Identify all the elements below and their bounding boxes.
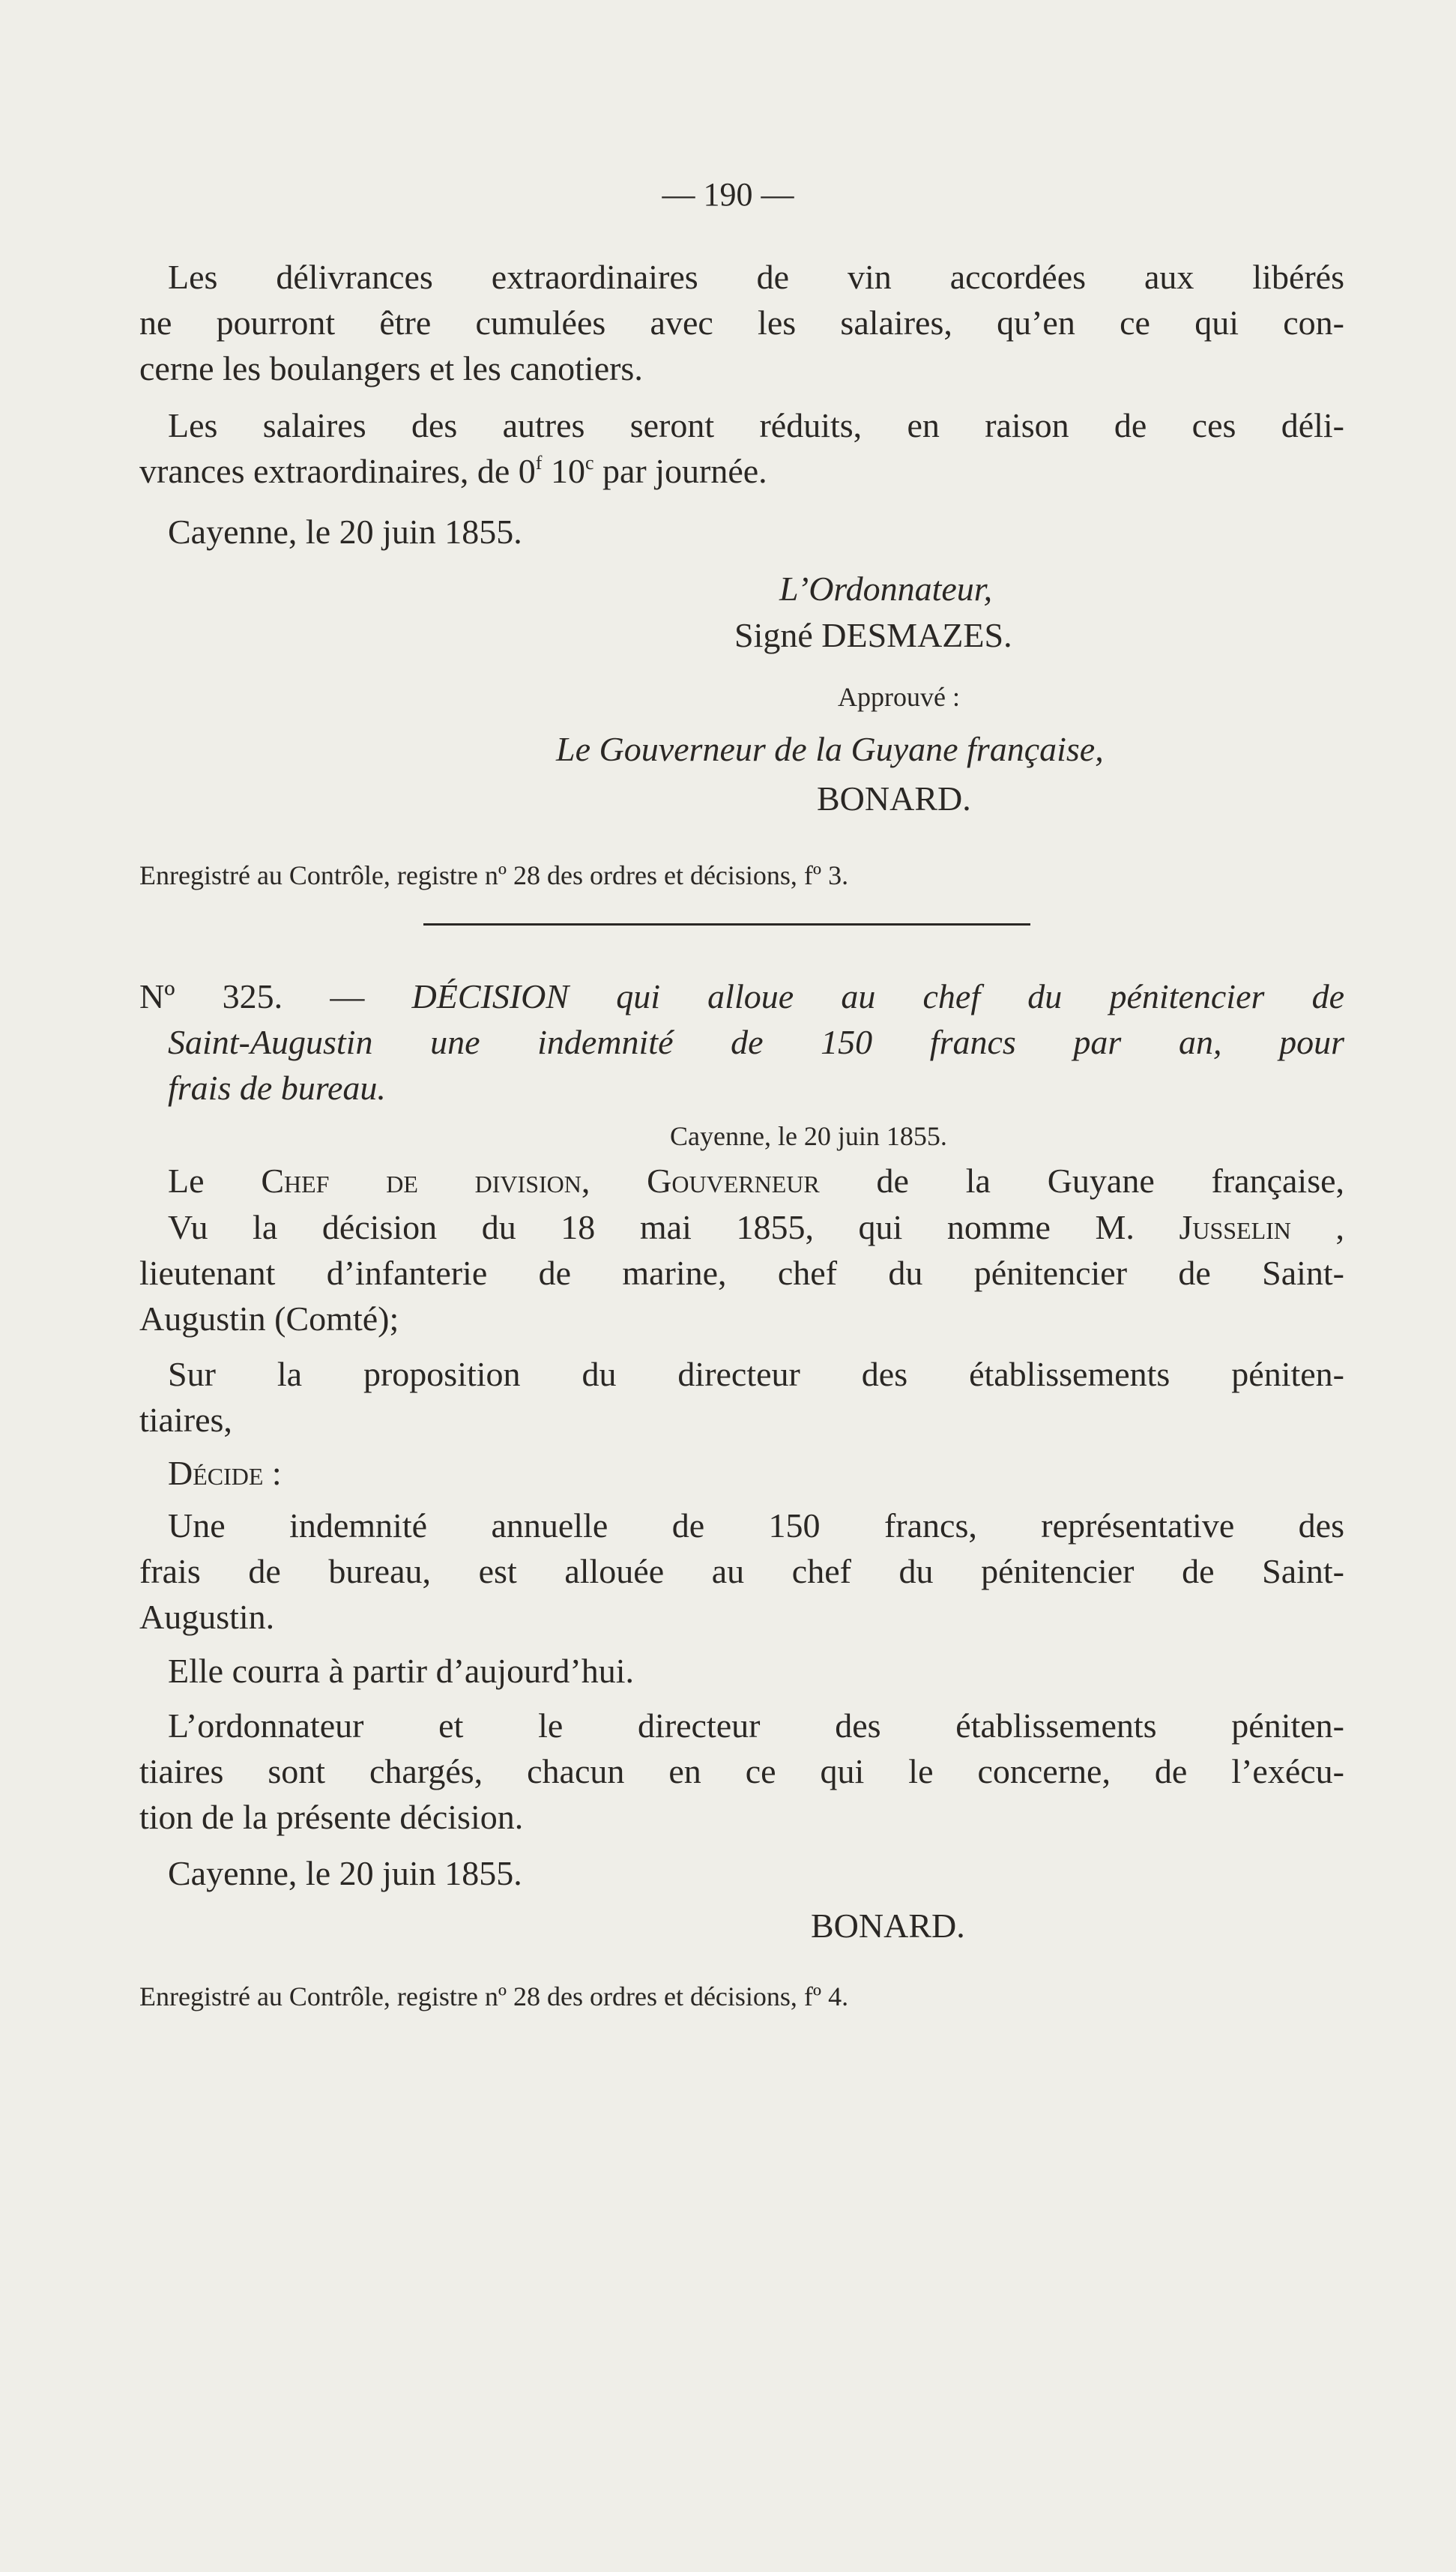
text-line: Elle courra à partir d’aujourd’hui. [168, 1652, 635, 1690]
page-number: — 190 — [662, 176, 794, 213]
text-line: tion de la présente décision. [139, 1798, 524, 1836]
text-line [139, 450, 767, 492]
text-segment: vrances extraordinaires, de 0 [139, 452, 536, 490]
person-name: Jusselin [1179, 1208, 1291, 1246]
text-segment: par journée. [593, 452, 767, 490]
text-line: ne pourront être cumulées avec les salaires, qu’en ce qui con- [139, 304, 1344, 342]
text-line: Les délivrances extraordinaires de vin accordées aux libérés [168, 258, 1344, 296]
registration-note: Enregistré au Contrôle, registre nº 28 des ordres et décisions, fº 4. [139, 1981, 849, 2011]
text-line: frais de bureau, est allouée au chef du pénitencier de Saint- [139, 1552, 1344, 1590]
text-segment: Vu la décision du 18 mai 1855, qui nomme M. [168, 1208, 1179, 1246]
text-segment: 10 [542, 452, 585, 490]
text-line: tiaires, [139, 1401, 232, 1439]
superscript: f [535, 452, 543, 474]
text-line: cerne les boulangers et les canotiers. [139, 349, 643, 387]
text-segment: , [581, 1162, 647, 1200]
approval-label: Approuvé : [838, 682, 960, 712]
signature-title: Le Gouverneur de la Guyane française, [556, 730, 1104, 768]
text-segment: de la Guyane française, [819, 1162, 1345, 1200]
text-line: Les salaires des autres seront réduits, en raison de ces déli- [168, 406, 1344, 444]
text-line [168, 1207, 1344, 1249]
date-line: Cayenne, le 20 juin 1855. [168, 1854, 522, 1892]
text-line: Augustin (Comté); [139, 1299, 399, 1338]
divider [423, 923, 1030, 926]
decision-number: Nº 325. — [139, 977, 412, 1015]
text-segment: Le [168, 1162, 262, 1200]
text-line: lieutenant d’infanterie de marine, chef du pénitencier de Saint- [139, 1254, 1344, 1292]
date-line: Cayenne, le 20 juin 1855. [670, 1121, 947, 1151]
decision-heading-line [139, 976, 1344, 1018]
text-line: Une indemnité annuelle de 150 francs, représentative des [168, 1506, 1344, 1545]
text-line: tiaires sont chargés, chacun en ce qui le concerne, de l’exécu- [139, 1752, 1344, 1790]
title-smallcaps: Gouverneur [647, 1162, 820, 1200]
text-segment: , [1290, 1208, 1345, 1246]
text-line: L’ordonnateur et le directeur des établissements péniten- [168, 1706, 1344, 1745]
text-line: Augustin. [139, 1598, 275, 1636]
signature-title: L’Ordonnateur, [779, 570, 993, 608]
title-smallcaps: Chef de division [261, 1162, 582, 1200]
registration-note: Enregistré au Contrôle, registre nº 28 des ordres et décisions, fº 3. [139, 860, 849, 890]
text-line: Sur la proposition du directeur des établissements péniten- [168, 1355, 1344, 1393]
superscript: c [584, 452, 594, 474]
signature-name: Signé DESMAZES. [734, 616, 1012, 654]
signature-name: BONARD. [811, 1907, 965, 1945]
signature-name: BONARD. [817, 779, 971, 818]
decide-label: Décide : [168, 1454, 282, 1492]
decision-title: DÉCISION qui alloue au chef du pénitencier de [411, 977, 1344, 1015]
decision-heading-line: Saint-Augustin une indemnité de 150 francs par an, pour [168, 1023, 1344, 1061]
decision-heading-line: frais de bureau. [168, 1069, 386, 1107]
text-line [168, 1160, 1344, 1202]
date-line: Cayenne, le 20 juin 1855. [168, 513, 522, 551]
